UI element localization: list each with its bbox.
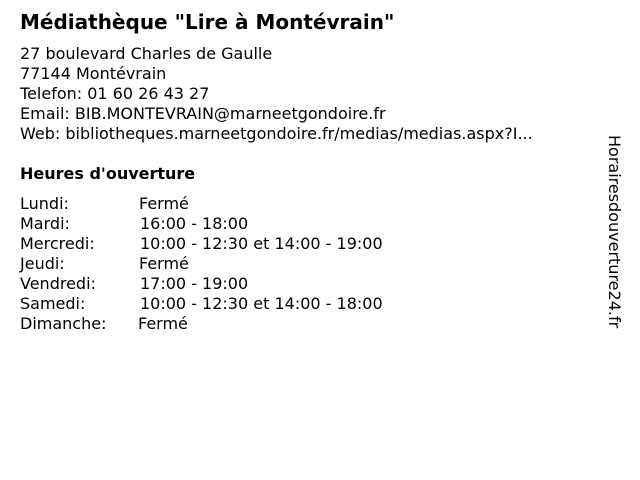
hours-time: Fermé	[139, 194, 189, 213]
hours-time: Fermé	[138, 314, 188, 333]
hours-day: Mardi:	[20, 214, 70, 233]
email-address: Email: BIB.MONTEVRAIN@marneetgondoire.fr	[20, 104, 386, 123]
hours-day: Mercredi:	[20, 234, 95, 253]
hours-day: Lundi:	[20, 194, 69, 213]
site-watermark: Horairesdouverture24.fr	[605, 135, 624, 329]
hours-time: 10:00 - 12:30 et 14:00 - 18:00	[140, 294, 383, 313]
hours-day: Samedi:	[20, 294, 86, 313]
hours-day: Dimanche:	[20, 314, 107, 333]
hours-day: Vendredi:	[20, 274, 96, 293]
address-block	[20, 44, 533, 144]
website-url: Web: bibliotheques.marneetgondoire.fr/medias/medias.aspx?I...	[20, 124, 533, 143]
hours-heading: Heures d'ouverture	[20, 164, 196, 183]
hours-day: Jeudi:	[20, 254, 65, 273]
phone-number: Telefon: 01 60 26 43 27	[20, 84, 210, 103]
hours-time: Fermé	[139, 254, 189, 273]
hours-time: 17:00 - 19:00	[140, 274, 249, 293]
address-city: 77144 Montévrain	[20, 64, 167, 83]
hours-time: 10:00 - 12:30 et 14:00 - 19:00	[140, 234, 383, 253]
page-title: Médiathèque "Lire à Montévrain"	[20, 10, 395, 34]
address-street: 27 boulevard Charles de Gaulle	[20, 44, 273, 63]
hours-time: 16:00 - 18:00	[140, 214, 249, 233]
